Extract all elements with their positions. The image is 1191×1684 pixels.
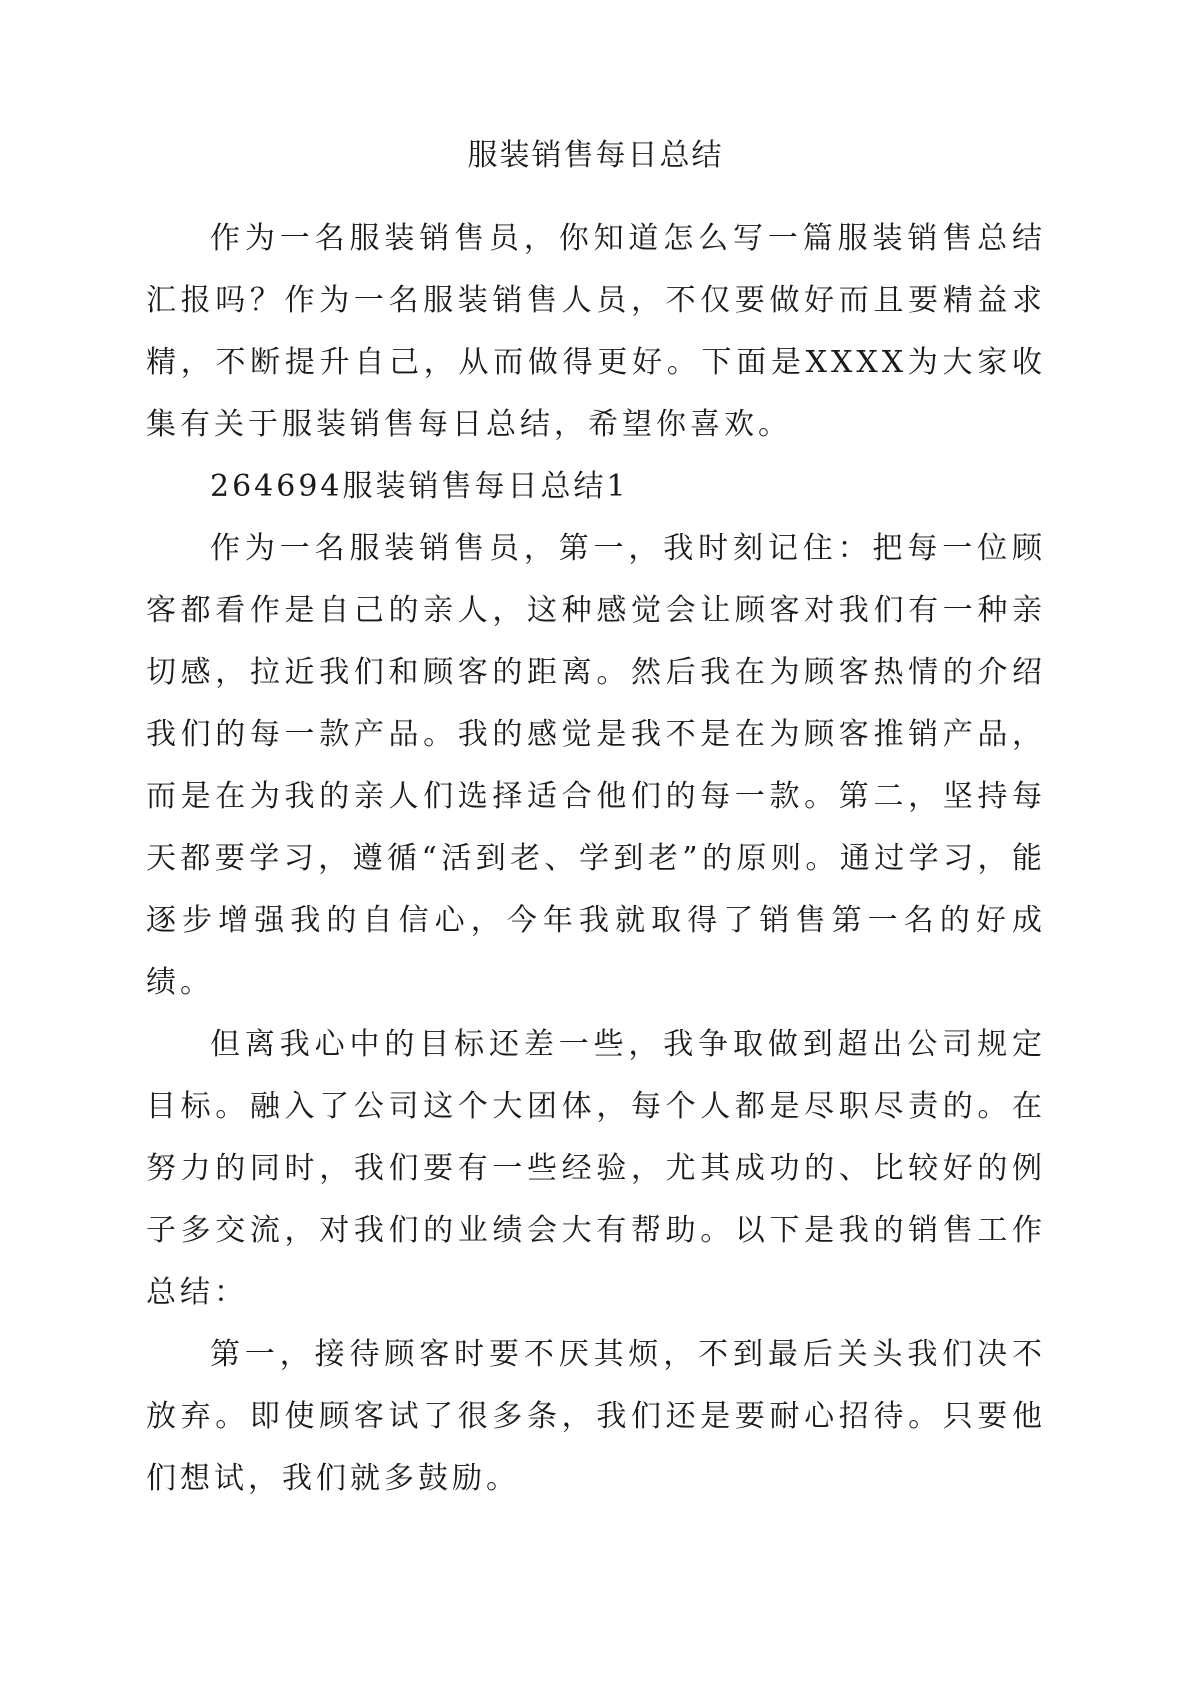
body-paragraph-1: 作为一名服装销售员，第一，我时刻记住：把每一位顾客都看作是自己的亲人，这种感觉会让顾客对我们有一种亲切感，拉近我们和顾客的距离。然后我在为顾客热情的介绍我们的每一款产品。我的感觉是我不是在为顾客推销产品，而是在为我的亲人们选择适合他们的每一款。第二，坚持每天都要学习，遵循“活到老、学到老”的原则。通过学习，能逐步增强我的自信心，今年我就取得了销售第一名的好成绩。 bbox=[146, 531, 1046, 1000]
document-body bbox=[146, 208, 1046, 1510]
body-paragraph-3: 第一，接待顾客时要不厌其烦，不到最后关头我们决不放弃。即使顾客试了很多条，我们还是要耐心招待。只要他们想试，我们就多鼓励。 bbox=[146, 1337, 1046, 1496]
section-heading: 264694服装销售每日总结1 bbox=[210, 469, 629, 504]
intro-paragraph: 作为一名服装销售员，你知道怎么写一篇服装销售总结汇报吗？作为一名服装销售人员，不仅要做好而且要精益求精，不断提升自己，从而做得更好。下面是XXXX为大家收集有关于服装销售每日总结，希望你喜欢。 bbox=[146, 221, 1046, 442]
document-title: 服装销售每日总结 bbox=[467, 138, 724, 173]
body-paragraph-2: 但离我心中的目标还差一些，我争取做到超出公司规定目标。融入了公司这个大团体，每个人都是尽职尽责的。在努力的同时，我们要有一些经验，尤其成功的、比较好的例子多交流，对我们的业绩会大有帮助。以下是我的销售工作总结： bbox=[146, 1027, 1046, 1310]
